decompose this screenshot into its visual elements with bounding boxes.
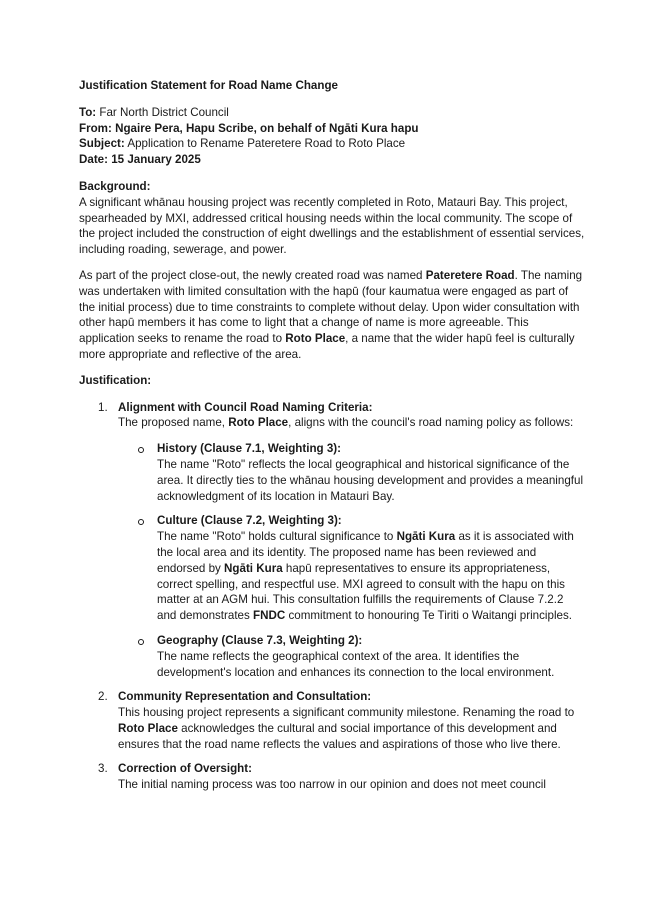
emphasis-new-road-name: Roto Place <box>118 721 178 735</box>
sublist-item-text <box>157 529 585 624</box>
sublist-item-title: Geography (Clause 7.3, Weighting 2): <box>157 633 363 647</box>
emphasis-new-road-name: Roto Place <box>285 332 346 346</box>
subject-line <box>79 136 585 152</box>
background-paragraph-1: A significant whānau housing project was recently completed in Roto, Matauri Bay. This project, spearheaded by MXI, addressed critical housing needs within the local community. The scope of the project included the construction of eight dwellings and the establishment of essential services, including roading, sewerage, and power. <box>79 195 585 257</box>
emphasis-new-road-name: Roto Place <box>228 416 289 430</box>
list-number: 2. <box>98 690 108 704</box>
letter-header <box>79 105 585 168</box>
list-number: 3. <box>98 762 108 776</box>
text-run: , a name that the wider hapū feel is culturally more appropriate and reflective of the area. <box>79 332 575 361</box>
list-item <box>79 689 585 752</box>
text-run: acknowledges the cultural and social importance of this development and ensures that the road name reflects the values and aspirations of those who live there. <box>118 721 561 751</box>
from-line: From: Ngaire Pera, Hapu Scribe, on behalf of Ngāti Kura hapu <box>79 121 419 135</box>
emphasis-iwi-name: Ngāti Kura <box>224 561 283 575</box>
list-item-text <box>118 705 585 752</box>
circle-bullet-icon <box>138 639 144 645</box>
sublist-item-text: The name "Roto" reflects the local geographical and historical significance of the area. It directly ties to the whānau housing development and provides a meaningful acknowledgment of its location in Matauri Bay. <box>157 457 584 503</box>
list-item <box>79 761 585 793</box>
justification-list <box>79 400 585 794</box>
to-line <box>79 105 585 121</box>
sublist-item-history <box>118 441 585 504</box>
criteria-sublist <box>118 441 585 680</box>
list-number: 1. <box>98 400 108 414</box>
list-item-intro <box>118 415 585 431</box>
subject-label: Subject: <box>79 137 125 151</box>
date-line: Date: 15 January 2025 <box>79 153 201 167</box>
sublist-item-geography <box>118 633 585 680</box>
document-title: Justification Statement for Road Name Change <box>79 79 338 92</box>
background-paragraph-2 <box>79 268 585 363</box>
list-item-title: Correction of Oversight: <box>118 762 252 776</box>
text-run: As part of the project close-out, the newly created road was named <box>79 268 426 282</box>
text-run: hapū representatives to ensure its appropriateness, correct spelling, and respectful use. MXI agreed to consult with the hapu on this matter at an AGM hui. This consultation fulfills the requirements of Clause 7.2.2 and demonstrates <box>157 561 565 623</box>
list-item-title: Community Representation and Consultation: <box>118 690 372 704</box>
list-item-title: Alignment with Council Road Naming Criteria: <box>118 400 373 414</box>
emphasis-council-acronym: FNDC <box>253 609 286 623</box>
justification-heading: Justification: <box>79 373 152 387</box>
text-run: The proposed name, <box>118 416 229 430</box>
text-run: as it is associated with the local area and its identity. The proposed name has been reviewed and endorsed by <box>157 530 574 575</box>
circle-bullet-icon <box>138 519 144 525</box>
text-run: commitment to honouring Te Tiriti o Waitangi principles. <box>285 609 572 623</box>
sublist-item-title: Culture (Clause 7.2, Weighting 3): <box>157 514 342 528</box>
to-value: Far North District Council <box>96 105 229 119</box>
emphasis-iwi-name: Ngāti Kura <box>396 530 456 544</box>
to-label: To: <box>79 105 97 119</box>
background-heading: Background: <box>79 179 151 193</box>
subject-value: Application to Rename Pateretere Road to Roto Place <box>124 137 406 151</box>
emphasis-old-road-name: Pateretere Road <box>425 268 515 282</box>
text-run: The name "Roto" holds cultural significance to <box>157 530 397 544</box>
sublist-item-title: History (Clause 7.1, Weighting 3): <box>157 442 342 456</box>
list-item <box>79 400 585 681</box>
list-item-text: The initial naming process was too narrow in our opinion and does not meet council <box>118 778 546 792</box>
sublist-item-text: The name reflects the geographical context of the area. It identifies the development's location and enhances its connection to the local environment. <box>157 649 555 679</box>
text-run: This housing project represents a significant community milestone. Renaming the road to <box>118 706 575 720</box>
text-run: . The naming was undertaken with limited consultation with the hapū (four kaumatua were engaged as part of the initial process) due to time constraints to complete without delay. Upon wider consultation with other hapū members it has come to light that a change of name is more agreeable. This application seeks to rename the road to <box>79 268 583 346</box>
sublist-item-culture <box>118 513 585 624</box>
circle-bullet-icon <box>138 447 144 453</box>
text-run: , aligns with the council's road naming policy as follows: <box>288 416 574 430</box>
